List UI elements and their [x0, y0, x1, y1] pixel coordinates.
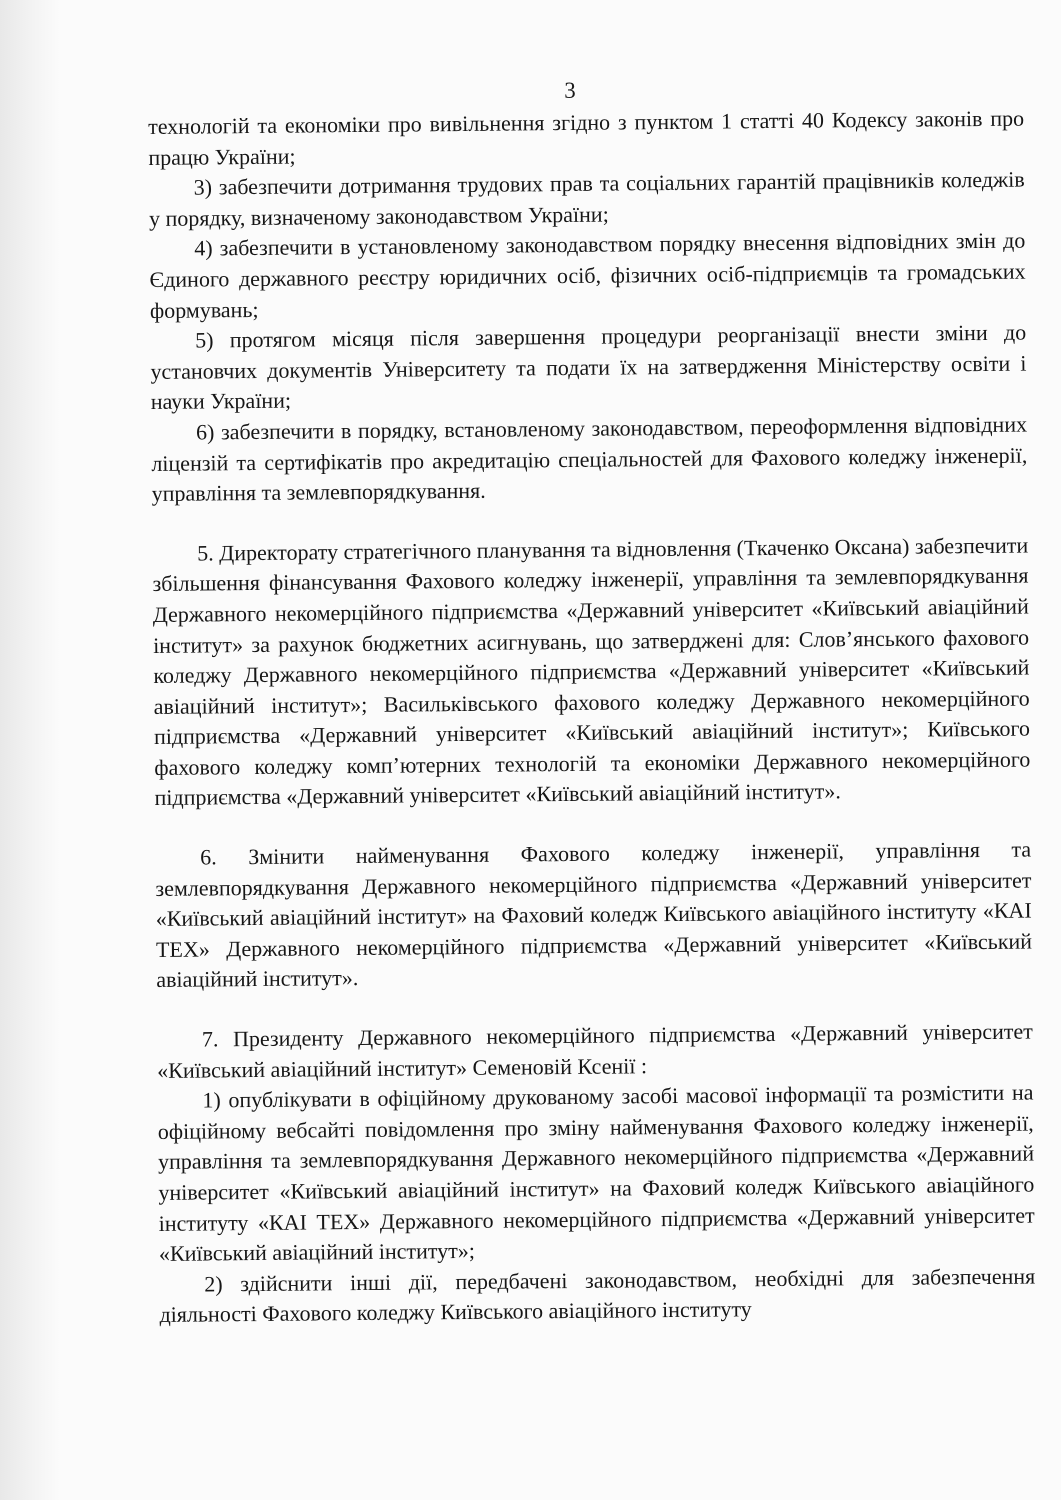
- list-item-4: 4) забезпечити в установленому законодавством порядку внесення відповідних змін до Єдиного державного реєстру юридичних осіб, фізичних осіб-підприємців та громадських формувань;: [149, 227, 1026, 323]
- binding-shadow: [0, 0, 60, 1500]
- list-item-6: 6) забезпечити в порядку, встановленому законодавством, переоформлення відповідних ліцензій та сертифікатів про акредитацію спеціальностей для Фахового коледжу інженерії, управління та землевпорядкування.: [151, 411, 1028, 507]
- page-number: 3: [564, 78, 576, 103]
- section-7-item-1: 1) опублікувати в офіційному друкованому засобі масової інформації та розмістити на офіційному вебсайті повідомлення про зміну найменування Фахового коледжу інженерії, управління та землевпорядкування Державного некомерційного підприємства «Державний університет «Київський авіаційний інститут» на Фаховий коледж Київського авіаційного інституту «КАІ ТЕХ» Державного некомерційного підприємства «Державний університет «Київський авіаційний інститут»;: [157, 1079, 1035, 1267]
- section-7-item-2: 2) здійснити інші дії, передбачені законодавством, необхідні для забезпечення діяльності Фахового коледжу Київського авіаційного інституту: [159, 1263, 1036, 1328]
- section-7: 7. Президенту Державного некомерційного підприємства «Державний університет «Київський авіаційний інститут» Семеновій Ксенії :: [157, 1018, 1033, 1083]
- document-body: [148, 104, 1036, 1331]
- list-item-3: 3) забезпечити дотримання трудових прав та соціальних гарантій працівників коледжів у порядку, визначеному законодавством України;: [148, 166, 1025, 231]
- section-5: 5. Директорату стратегічного планування та відновлення (Ткаченко Оксана) забезпечити збільшення фінансування Фахового коледжу інженерії, управління та землевпорядкування Державного некомерційного підприємства «Державний університет «Київський авіаційний інститут» за рахунок бюджетних асигнувань, що затверджені для: Слов’янського фахового коледжу Державного некомерційного підприємства «Державний університет «Київський авіаційний інститут»; Васильківського фахового коледжу Державного некомерційного підприємства «Державний університет «Київський авіаційний інститут»; Київського фахового коледжу комп’ютерних технологій та економіки Державного некомерційного підприємства «Державний університет «Київський авіаційний інститут».: [152, 532, 1031, 811]
- section-6: 6. Змінити найменування Фахового коледжу інженерії, управління та землевпорядкування Державного некомерційного підприємства «Державний університет «Київський авіаційний інститут» на Фаховий коледж Київського авіаційного інституту «КАІ ТЕХ» Державного некомерційного підприємства «Державний університет «Київський авіаційний інститут».: [155, 836, 1033, 993]
- list-item-5: 5) протягом місяця після завершення процедури реорганізації внести зміни до установчих документів Університету та подати їх на затвердження Міністерству освіти і науки України;: [150, 319, 1027, 415]
- paragraph-continuation: технологій та економіки про вивільнення згідно з пунктом 1 статті 40 Кодексу законів про працю України;: [148, 105, 1025, 170]
